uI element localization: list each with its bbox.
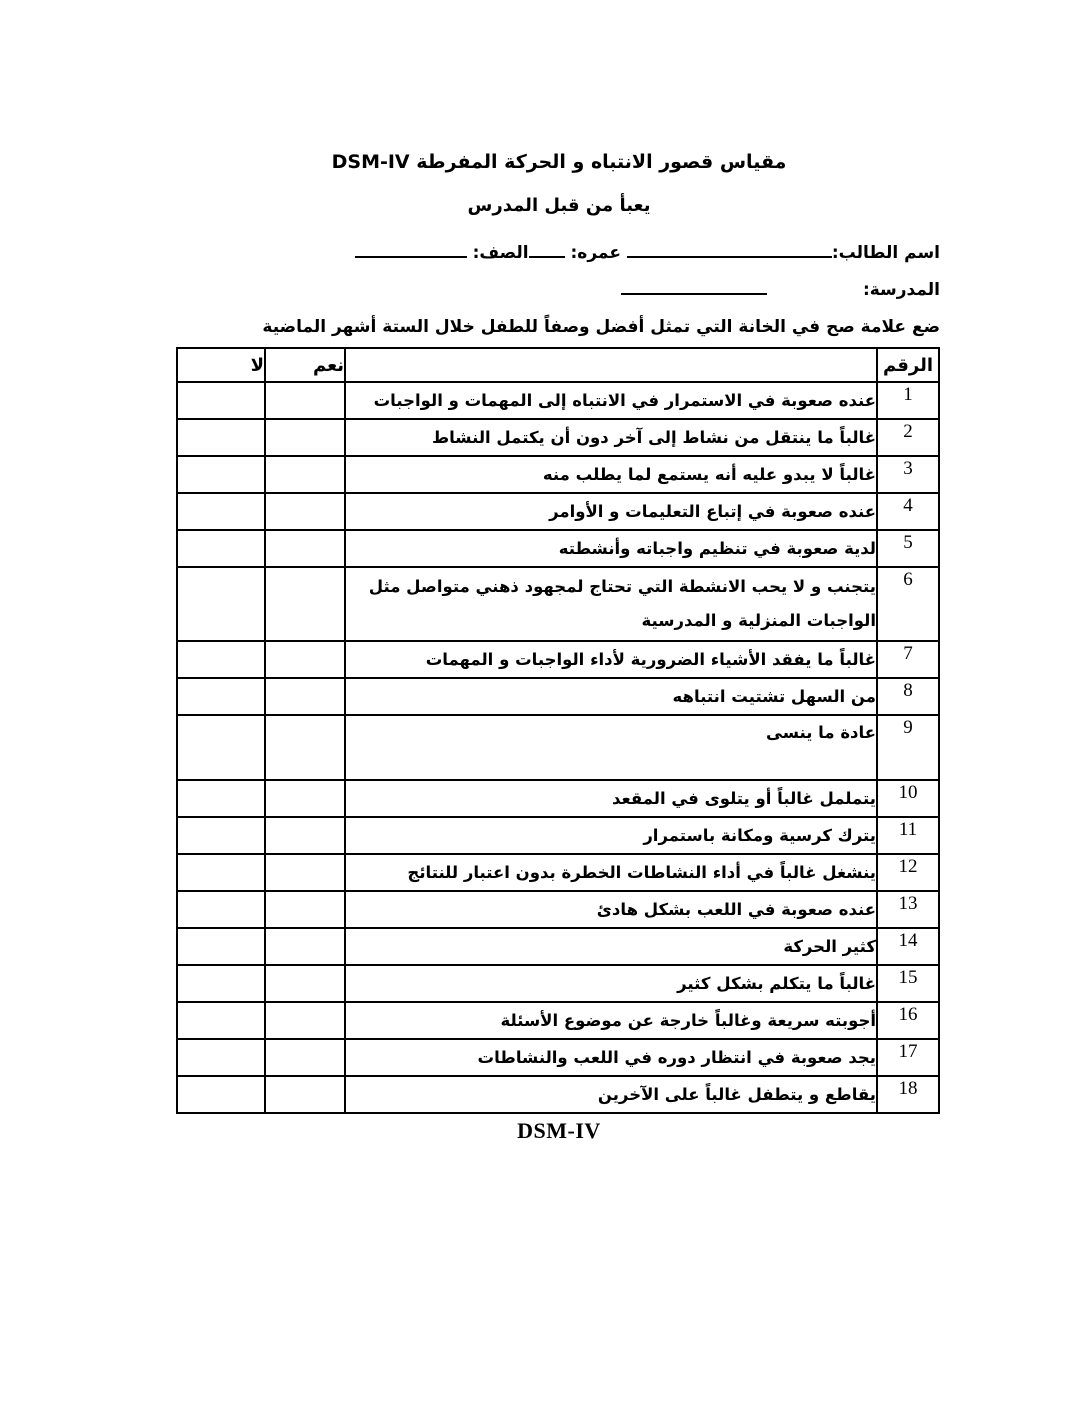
table-row	[177, 419, 939, 456]
yes-column-header: نعم	[265, 348, 345, 382]
yes-cell[interactable]	[265, 715, 345, 780]
row-number: 2	[877, 419, 939, 456]
description-column-header	[345, 348, 877, 382]
table-row	[177, 817, 939, 854]
school-blank[interactable]	[621, 275, 767, 295]
yes-cell[interactable]	[265, 530, 345, 567]
yes-cell[interactable]	[265, 965, 345, 1002]
no-cell[interactable]	[177, 854, 265, 891]
table-row	[177, 1076, 939, 1113]
no-cell[interactable]	[177, 567, 265, 641]
yes-cell[interactable]	[265, 854, 345, 891]
row-description: يترك كرسية ومكانة باستمرار	[345, 817, 877, 854]
no-cell[interactable]	[177, 419, 265, 456]
row-description: يتجنب و لا يحب الانشطة التي تحتاج لمجهود ذهني متواصل مثل الواجبات المنزلية و المدرسية	[345, 567, 877, 641]
table-row	[177, 1002, 939, 1039]
yes-cell[interactable]	[265, 456, 345, 493]
number-column-header: الرقم	[877, 348, 939, 382]
yes-cell[interactable]	[265, 891, 345, 928]
no-cell[interactable]	[177, 456, 265, 493]
table-row	[177, 780, 939, 817]
age-blank[interactable]	[529, 238, 565, 258]
row-description: كثير الحركة	[345, 928, 877, 965]
no-cell[interactable]	[177, 817, 265, 854]
table-row	[177, 456, 939, 493]
yes-cell[interactable]	[265, 928, 345, 965]
school-label: المدرسة:	[857, 279, 940, 300]
yes-cell[interactable]	[265, 817, 345, 854]
row-number: 13	[877, 891, 939, 928]
row-description: يتململ غالباً أو يتلوى في المقعد	[345, 780, 877, 817]
header-row	[177, 348, 939, 382]
row-description: يقاطع و يتطفل غالباً على الآخرين	[345, 1076, 877, 1113]
document-content	[178, 0, 940, 1144]
no-cell[interactable]	[177, 382, 265, 419]
row-number: 12	[877, 854, 939, 891]
table-row	[177, 891, 939, 928]
row-number: 9	[877, 715, 939, 780]
row-description: غالباً لا يبدو عليه أنه يستمع لما يطلب منه	[345, 456, 877, 493]
no-cell[interactable]	[177, 1039, 265, 1076]
row-number: 16	[877, 1002, 939, 1039]
yes-cell[interactable]	[265, 780, 345, 817]
table-row	[177, 641, 939, 678]
age-label: عمره:	[564, 242, 621, 263]
row-description: أجوبته سريعة وغالباً خارجة عن موضوع الأسئلة	[345, 1002, 877, 1039]
yes-cell[interactable]	[265, 419, 345, 456]
yes-cell[interactable]	[265, 493, 345, 530]
row-description: يجد صعوبة في انتظار دوره في اللعب والنشاطات	[345, 1039, 877, 1076]
row-number: 18	[877, 1076, 939, 1113]
row-number: 7	[877, 641, 939, 678]
row-description: من السهل تشتيت انتباهه	[345, 678, 877, 715]
no-cell[interactable]	[177, 928, 265, 965]
row-description: ينشغل غالباً في أداء النشاطات الخطرة بدون اعتبار للنتائج	[345, 854, 877, 891]
table-row	[177, 1039, 939, 1076]
checklist-body	[177, 382, 939, 1113]
row-number: 8	[877, 678, 939, 715]
yes-cell[interactable]	[265, 1076, 345, 1113]
yes-cell[interactable]	[265, 678, 345, 715]
grade-blank[interactable]	[355, 238, 467, 258]
page-subtitle: يعبأ من قبل المدرس	[467, 194, 651, 216]
table-row	[177, 530, 939, 567]
table-row	[177, 715, 939, 780]
yes-cell[interactable]	[265, 382, 345, 419]
yes-cell[interactable]	[265, 567, 345, 641]
no-cell[interactable]	[177, 715, 265, 780]
row-number: 15	[877, 965, 939, 1002]
table-row	[177, 965, 939, 1002]
row-number: 11	[877, 817, 939, 854]
no-cell[interactable]	[177, 1002, 265, 1039]
no-cell[interactable]	[177, 530, 265, 567]
row-description: عنده صعوبة في الاستمرار في الانتباه إلى المهمات و الواجبات	[345, 382, 877, 419]
row-description: غالباً ما يفقد الأشياء الضرورية لأداء الواجبات و المهمات	[345, 641, 877, 678]
yes-cell[interactable]	[265, 641, 345, 678]
no-cell[interactable]	[177, 965, 265, 1002]
row-description: عنده صعوبة في إتباع التعليمات و الأوامر	[345, 493, 877, 530]
student-name-label: اسم الطالب:	[831, 242, 940, 263]
yes-cell[interactable]	[265, 1002, 345, 1039]
row-description: لدية صعوبة في تنظيم واجباته وأنشطته	[345, 530, 877, 567]
no-column-header: لا	[177, 348, 265, 382]
table-row	[177, 928, 939, 965]
row-number: 6	[877, 567, 939, 641]
row-number: 3	[877, 456, 939, 493]
table-row	[177, 567, 939, 641]
page-title: مقياس قصور الانتباه و الحركة المفرطة DSM-IV	[331, 151, 787, 173]
no-cell[interactable]	[177, 1076, 265, 1113]
table-row	[177, 678, 939, 715]
no-cell[interactable]	[177, 678, 265, 715]
no-cell[interactable]	[177, 891, 265, 928]
row-description: غالباً ما ينتقل من نشاط إلى آخر دون أن يكتمل النشاط	[345, 419, 877, 456]
row-description: عنده صعوبة في اللعب بشكل هادئ	[345, 891, 877, 928]
row-number: 5	[877, 530, 939, 567]
grade-label: الصف:	[466, 242, 529, 263]
student-info-line	[178, 238, 940, 275]
footer-label: DSM-IV	[517, 1118, 601, 1144]
no-cell[interactable]	[177, 641, 265, 678]
instruction-text: ضع علامة صح في الخانة التي تمثل أفضل وصفاً للطفل خلال الستة أشهر الماضية	[262, 316, 940, 337]
school-line	[178, 275, 940, 312]
no-cell[interactable]	[177, 493, 265, 530]
row-description: غالباً ما يتكلم بشكل كثير	[345, 965, 877, 1002]
row-number: 10	[877, 780, 939, 817]
row-number: 14	[877, 928, 939, 965]
checklist-table	[176, 347, 940, 1114]
row-number: 17	[877, 1039, 939, 1076]
row-description: عادة ما ينسى	[345, 715, 877, 780]
row-number: 4	[877, 493, 939, 530]
yes-cell[interactable]	[265, 1039, 345, 1076]
student-name-blank[interactable]	[627, 238, 832, 258]
table-row	[177, 493, 939, 530]
no-cell[interactable]	[177, 780, 265, 817]
table-row	[177, 382, 939, 419]
row-number: 1	[877, 382, 939, 419]
table-row	[177, 854, 939, 891]
